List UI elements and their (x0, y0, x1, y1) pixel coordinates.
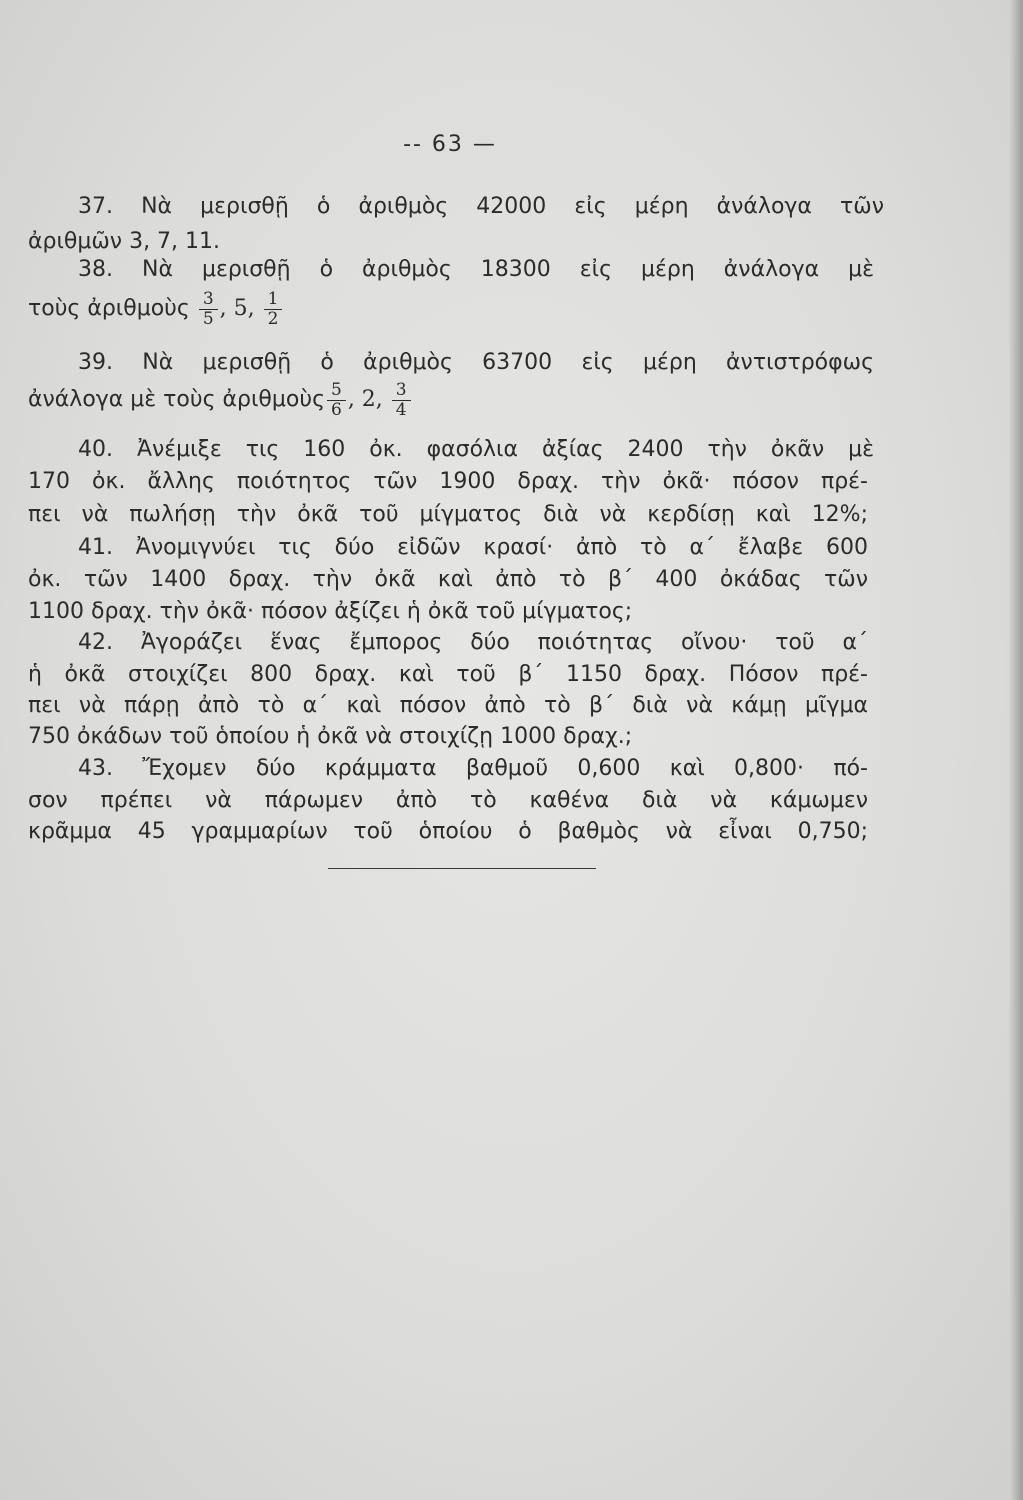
problem-39-line-2 (28, 381, 413, 419)
fraction-3-5: $\frac{3}{5}$ (199, 290, 218, 328)
problem-39-line-1: 39. Νὰ μερισθῇ ὁ ἀριθμὸς 63700 εἰς μέρη ἀντιστρόφως (78, 350, 874, 375)
problem-41-line-3: 1100 δραχ. τὴν ὀκᾶ· πόσον ἀξίζει ἡ ὀκᾶ τοῦ μίγματος; (28, 599, 633, 624)
problem-38-line-1: 38. Νὰ μερισθῇ ὁ ἀριθμὸς 18300 εἰς μέρη ἀνάλογα μὲ (78, 257, 874, 282)
problem-42-line-2: ἡ ὀκᾶ στοιχίζει 800 δραχ. καὶ τοῦ β΄ 1150 δραχ. Πόσον πρέ- (28, 662, 868, 687)
problem-42-line-3: πει νὰ πάρῃ ἀπὸ τὸ α΄ καὶ πόσον ἀπὸ τὸ β΄ διὰ νὰ κάμῃ μῖγμα (28, 693, 868, 718)
fraction-5-6: $\frac{5}{6}$ (327, 381, 346, 419)
problem-41-line-1: 41. Ἀνομιγνύει τις δύο εἰδῶν κρασί· ἀπὸ τὸ α΄ ἔλαβε 600 (78, 535, 868, 560)
fraction-3-4: $\frac{3}{4}$ (392, 381, 411, 419)
problem-37-line-1: 37. Νὰ μερισθῇ ὁ ἀριθμὸς 42000 εἰς μέρη ἀνάλογα τῶν (78, 194, 884, 219)
problem-37-line-2: ἀριθμῶν 3, 7, 11. (28, 229, 221, 254)
problem-39-mid: , 2, (347, 387, 383, 413)
problem-40-line-1: 40. Ἀνέμιξε τις 160 ὀκ. φασόλια ἀξίας 2400 τὴν ὀκᾶν μὲ (78, 437, 874, 462)
end-rule (328, 868, 596, 869)
page-edge-shadow (1009, 0, 1023, 1500)
problem-38-line-2 (28, 290, 284, 328)
problem-43-line-1: 43. Ἔχομεν δύο κράμματα βαθμοῦ 0,600 καὶ 0,800· πό- (78, 756, 868, 781)
problem-40-line-3: πει νὰ πωλήσῃ τὴν ὀκᾶ τοῦ μίγματος διὰ νὰ κερδίσῃ καὶ 12%; (28, 502, 868, 527)
problem-41-line-2: ὀκ. τῶν 1400 δραχ. τὴν ὀκᾶ καὶ ἀπὸ τὸ β΄ 400 ὀκάδας τῶν (28, 567, 868, 592)
problem-39-prefix: ἀνάλογα μὲ τοὺς ἀριθμοὺς (28, 387, 325, 413)
fraction-1-2: $\frac{1}{2}$ (264, 290, 283, 328)
problem-43-line-2: σον πρέπει νὰ πάρωμεν ἀπὸ τὸ καθένα διὰ νὰ κάμωμεν (28, 788, 868, 813)
problem-42-line-4: 750 ὀκάδων τοῦ ὁποίου ἡ ὀκᾶ νὰ στοιχίζῃ 1000 δραχ.; (28, 724, 633, 749)
problem-42-line-1: 42. Ἀγοράζει ἕνας ἔμπορος δύο ποιότητας οἴνου· τοῦ α΄ (78, 630, 868, 655)
page-number: -- 63 — (403, 132, 497, 157)
problem-43-line-3: κρᾶμμα 45 γραμμαρίων τοῦ ὁποίου ὁ βαθμὸς νὰ εἶναι 0,750; (28, 819, 868, 844)
problem-38-prefix: τοὺς ἀριθμοὺς (28, 296, 190, 322)
problem-40-line-2: 170 ὀκ. ἄλλης ποιότητος τῶν 1900 δραχ. τὴν ὀκᾶ· πόσον πρέ- (28, 469, 868, 494)
problem-38-mid: , 5, (219, 296, 255, 322)
